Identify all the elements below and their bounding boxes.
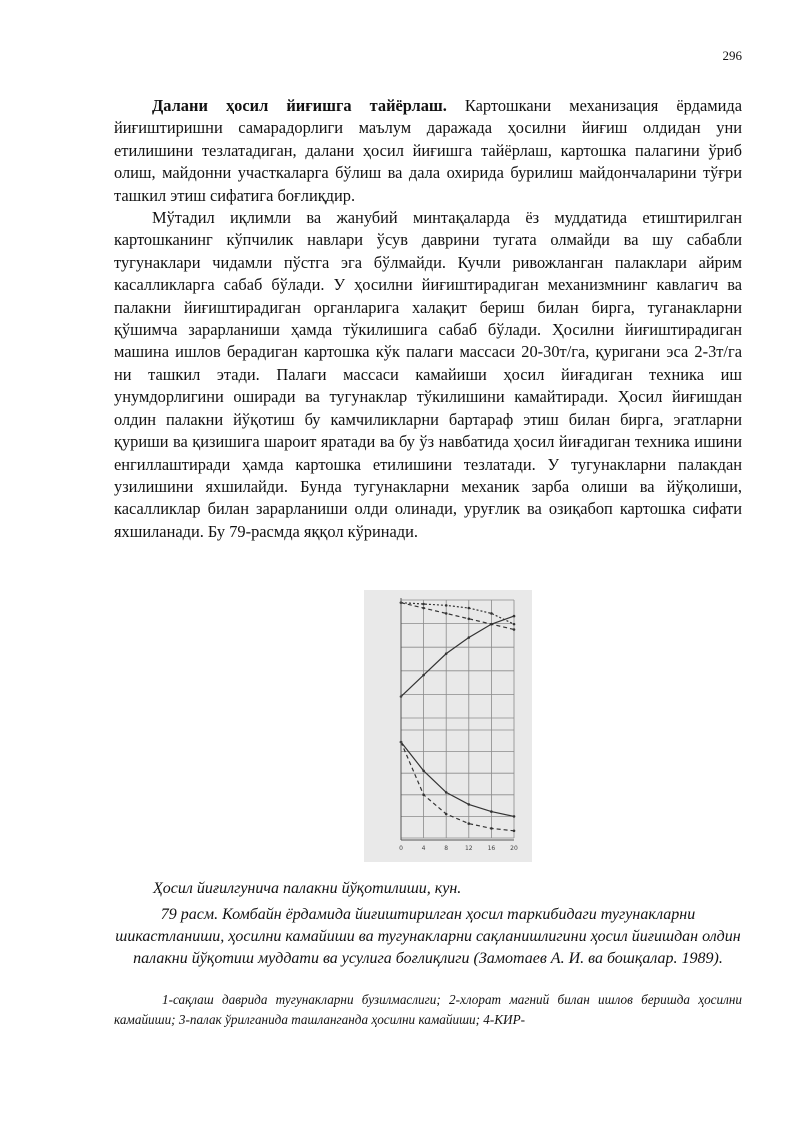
figure-legend: 1-сақлаш даврида тугунакларни бузилмаслиги; 2-хлорат магний билан ишлов беришда ҳосилни камайиши; 3-палак ўрилганида ташланганда ҳосилни камайиши; 4-КИР- [114, 992, 742, 1027]
page-number: 296 [722, 48, 742, 63]
data-point [445, 612, 448, 615]
data-point [468, 803, 471, 806]
x-tick-label: 8 [444, 845, 449, 852]
data-point [445, 813, 448, 816]
data-point [513, 815, 516, 818]
data-point [445, 791, 448, 794]
paragraph-1 [114, 95, 742, 207]
figure-79-chart [364, 590, 532, 862]
data-point [468, 607, 471, 610]
series-line-panel1-3 [401, 616, 514, 696]
data-point [513, 623, 516, 626]
x-tick-label: 4 [421, 845, 426, 852]
paragraph-2-text: Мўтадил иқлимли ва жанубий минтақаларда ёз муддатида етиштирилган картошканинг кўпчилик навлари ўсув даврини тугата олмайди ва шу сабабли тугунаклари чидамли пўстга эга бўлмайди. Кучли ривожланган палаклари айрим касалликларга сабаб бўлади. У ҳосилни йиғиштирадиган механизмнинг кавлагич ва палакни йиғиштирадиган органларига халақит бериш билан бирга, туганакларни қўшимча зарарланиши ҳамда тўкилишига сабаб бўлади. Ҳосилни йиғиштирадиган машина ишлов берадиган картошка кўк палаги массаси 20-30т/га, қуригани эса 2-3т/га ни ташкил этади. Палаги массаси камайиши ҳосил йиғадиган техника иш унумдорлигини оширади ва тугунаклар тўкилишини камайтиради. Ҳосил йиғишдан олдин палакни йўқотиш бу камчиликларни бартараф этиш билан бирга, эгатларни қуриши ва қизишига шароит яратади ва бу ўз навбатида ҳосил йиғадиган техника ишини енгиллаштиради ҳамда картошка етилишини тезлатади. У тугунакларни палакдан узилишини яхшилайди. Бунда тугунакларни механик зарба олиши ва йўқолиши, касалликлар билан зарарланиши олди олинади, уруғлик ва озиқабоп картошка сифати яхшиланади. Бу 79-расмда яққол кўринади. [114, 208, 742, 541]
paragraph-2 [114, 207, 742, 543]
data-point [513, 628, 516, 631]
data-point [422, 794, 425, 797]
data-point [468, 636, 471, 639]
body-text [114, 95, 742, 543]
series-line-panel1-2 [401, 603, 514, 624]
data-point [422, 607, 425, 610]
x-tick-label: 20 [510, 845, 518, 852]
x-tick-label: 16 [487, 845, 496, 852]
x-tick-label: 0 [399, 845, 403, 852]
data-point [468, 617, 471, 620]
data-point [490, 612, 493, 615]
data-point [490, 827, 493, 830]
data-point [490, 810, 493, 813]
paragraph-1-text: Картошкани механизация ёрдамида йиғиштиришни самарадорлиги маълум даражада ҳосилни йиғиш олдидан уни етилишини тезлатадиган, далани ҳосил йиғишга тайёрлаш, картошка палагини ўриб олиш, майдонни участкаларга бўлиш ва дала охирида бурилиш майдончаларини тўғри ташкил этиш сифатига боғлиқдир. [114, 96, 742, 205]
figure-caption: 79 расм. Комбайн ёрдамида йиғиштирилган ҳосил таркибидаги тугунакларни шикастланиши, ҳосилни камайиши ва тугунакларни сақланишлигини ҳосил йиғишдан олдин палакни йўқотиш муддати ва усулига боғлиқлиги (Замотаев А. И. ва бошқалар. 1989). [115, 906, 741, 967]
data-point [513, 830, 516, 833]
data-point [422, 603, 425, 606]
series-line-panel2-1 [401, 742, 514, 816]
data-point [445, 652, 448, 655]
data-point [422, 770, 425, 773]
data-point [468, 822, 471, 825]
chart-svg [364, 590, 532, 862]
data-point [445, 604, 448, 607]
data-point [490, 623, 493, 626]
section-heading: Далани ҳосил йиғишга тайёрлаш. [152, 96, 447, 115]
data-point [513, 615, 516, 618]
data-point [422, 674, 425, 677]
series-line-panel2-2 [401, 742, 514, 831]
figure-x-caption: Ҳосил йиғилгунича палакни йўқотилиши, кун. [153, 880, 462, 897]
x-tick-label: 12 [464, 845, 473, 852]
